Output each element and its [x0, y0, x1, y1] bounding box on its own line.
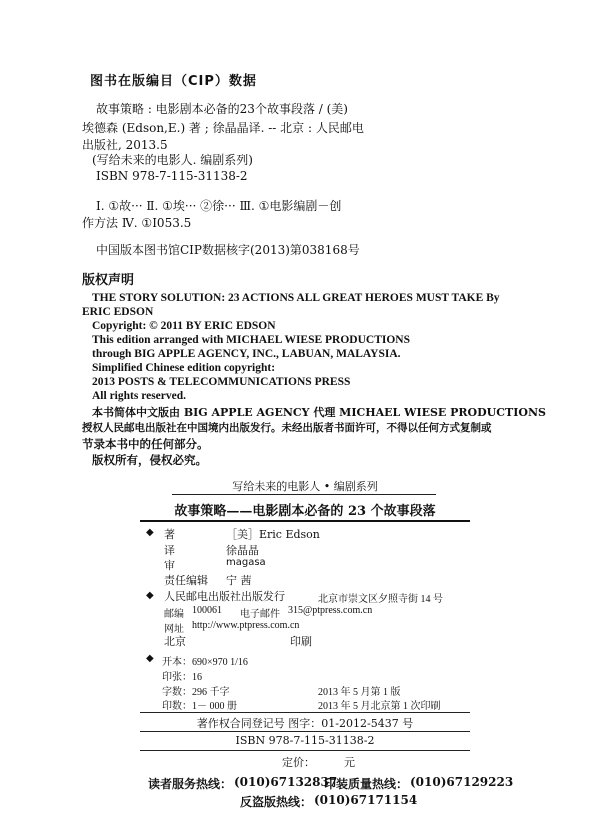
rights-cn-line-4: 版权所有，侵权必究。 — [92, 453, 207, 467]
print-label: 印刷 — [290, 635, 312, 648]
publisher-address: 北京市崇文区夕照寺街 14 号 — [318, 594, 443, 605]
rights-cn-line-2: 授权人民邮电出版社在中国境内出版发行。未经出版者书面许可，不得以任何方式复制或 — [82, 422, 492, 434]
postcode-value: 100061 — [192, 605, 222, 616]
rights-en-line-8: All rights reserved. — [92, 390, 187, 402]
rights-en-line-4: This edition arranged with MICHAEL WIESE PRODUCTIONS — [92, 334, 411, 346]
bullet-format: ◆ — [146, 653, 154, 664]
cip-line-8: 中国版本图书馆CIP数据核字(2013)第038168号 — [96, 243, 360, 257]
rights-en-line-7: 2013 POSTS & TELECOMMUNICATIONS PRESS — [92, 376, 351, 388]
isbn-number: ISBN 978-7-115-31138-2 — [235, 734, 375, 747]
rights-en-line-6: Simplified Chinese edition copyright: — [92, 362, 276, 374]
email-label: 电子邮件 — [240, 609, 280, 620]
reader-hotline-label: 读者服务热线： — [148, 777, 233, 791]
author-value: ［美］Eric Edson — [226, 528, 320, 541]
rights-cn-line-3: 节录本书中的任何部分。 — [82, 437, 209, 451]
rights-en-line-3: Copyright: © 2011 BY ERIC EDSON — [92, 320, 276, 332]
contract-rule-bottom — [140, 731, 470, 732]
author-label: 著 — [164, 528, 175, 541]
website-label: 网址 — [164, 624, 184, 635]
cip-line-1: 故事策略 : 电影剧本必备的23个故事段落 / (美) — [96, 102, 348, 116]
bullet-author: ◆ — [146, 527, 154, 538]
series-name: 写给未来的电影人 • 编剧系列 — [232, 480, 378, 493]
contract-rule-top — [140, 712, 470, 713]
piracy-hotline-label: 反盗版热线： — [240, 795, 313, 809]
isbn-rule — [140, 750, 470, 751]
reader-hotline-number: (010)67132837 — [234, 775, 338, 789]
email-value[interactable]: 315@ptpress.com.cn — [288, 605, 373, 616]
rights-en-line-2: ERIC EDSON — [82, 306, 154, 318]
cip-line-2: 埃德森 (Edson,E.) 著 ; 徐晶晶译. -- 北京 : 人民邮电 — [82, 121, 364, 135]
rights-en-line-1: THE STORY SOLUTION: 23 ACTIONS ALL GREAT HEROES MUST TAKE By — [92, 292, 500, 304]
cip-line-7: 作方法 Ⅳ. ①I053.5 — [82, 216, 192, 230]
quality-hotline-number: (010)67129223 — [410, 775, 514, 789]
printing-info: 2013 年 5 月北京第 1 次印刷 — [318, 701, 441, 712]
cip-line-3: 出版社, 2013.5 — [82, 138, 168, 152]
series-rule — [172, 494, 436, 495]
publisher-name: 人民邮电出版社出版发行 — [164, 590, 285, 603]
reviewer-value: magasa — [226, 557, 266, 568]
cip-line-4: (写给未来的电影人. 编剧系列) — [92, 153, 253, 167]
edition-info: 2013 年 5 月第 1 版 — [318, 687, 401, 698]
website-value[interactable]: http://www.ptpress.com.cn — [192, 620, 300, 631]
rights-en-line-5: through BIG APPLE AGENCY, INC., LABUAN, MALAYSIA. — [92, 348, 401, 360]
price-label: 定价： — [282, 756, 315, 769]
cip-heading: 图书在版编目（CIP）数据 — [90, 74, 257, 89]
bullet-publisher: ◆ — [146, 590, 154, 601]
format-spec: 开本：690×970 1/16 — [162, 657, 248, 668]
price-unit: 元 — [344, 756, 355, 769]
words-spec: 字数：296 千字 — [162, 687, 230, 698]
rights-heading: 版权声明 — [82, 273, 135, 288]
copyright-contract: 著作权合同登记号 图字：01-2012-5437 号 — [196, 717, 414, 730]
title-rule — [140, 520, 470, 522]
cip-line-5: ISBN 978-7-115-31138-2 — [96, 169, 248, 183]
cip-line-6: Ⅰ. ①故··· Ⅱ. ①埃··· ②徐··· Ⅲ. ①电影编剧－创 — [96, 199, 342, 213]
postcode-label: 邮编 — [164, 609, 184, 620]
sheets-spec: 印张：16 — [162, 672, 202, 683]
piracy-hotline-number: (010)67171154 — [314, 793, 418, 807]
reviewer-label: 审 — [164, 559, 175, 572]
translator-value: 徐晶晶 — [226, 544, 259, 557]
rights-cn-line-1: 本书简体中文版由 BIG APPLE AGENCY 代理 MICHAEL WIESE PRODUCTIONS — [92, 406, 546, 419]
print-city: 北京 — [164, 635, 186, 648]
quality-hotline-label: 印装质量热线： — [324, 777, 409, 791]
editor-value: 宁 茜 — [226, 574, 252, 587]
editor-label: 责任编辑 — [164, 574, 208, 587]
translator-label: 译 — [164, 544, 175, 557]
printrun-spec: 印数：1－ 000 册 — [162, 701, 237, 712]
book-title: 故事策略——电影剧本必备的 23 个故事段落 — [174, 504, 436, 519]
